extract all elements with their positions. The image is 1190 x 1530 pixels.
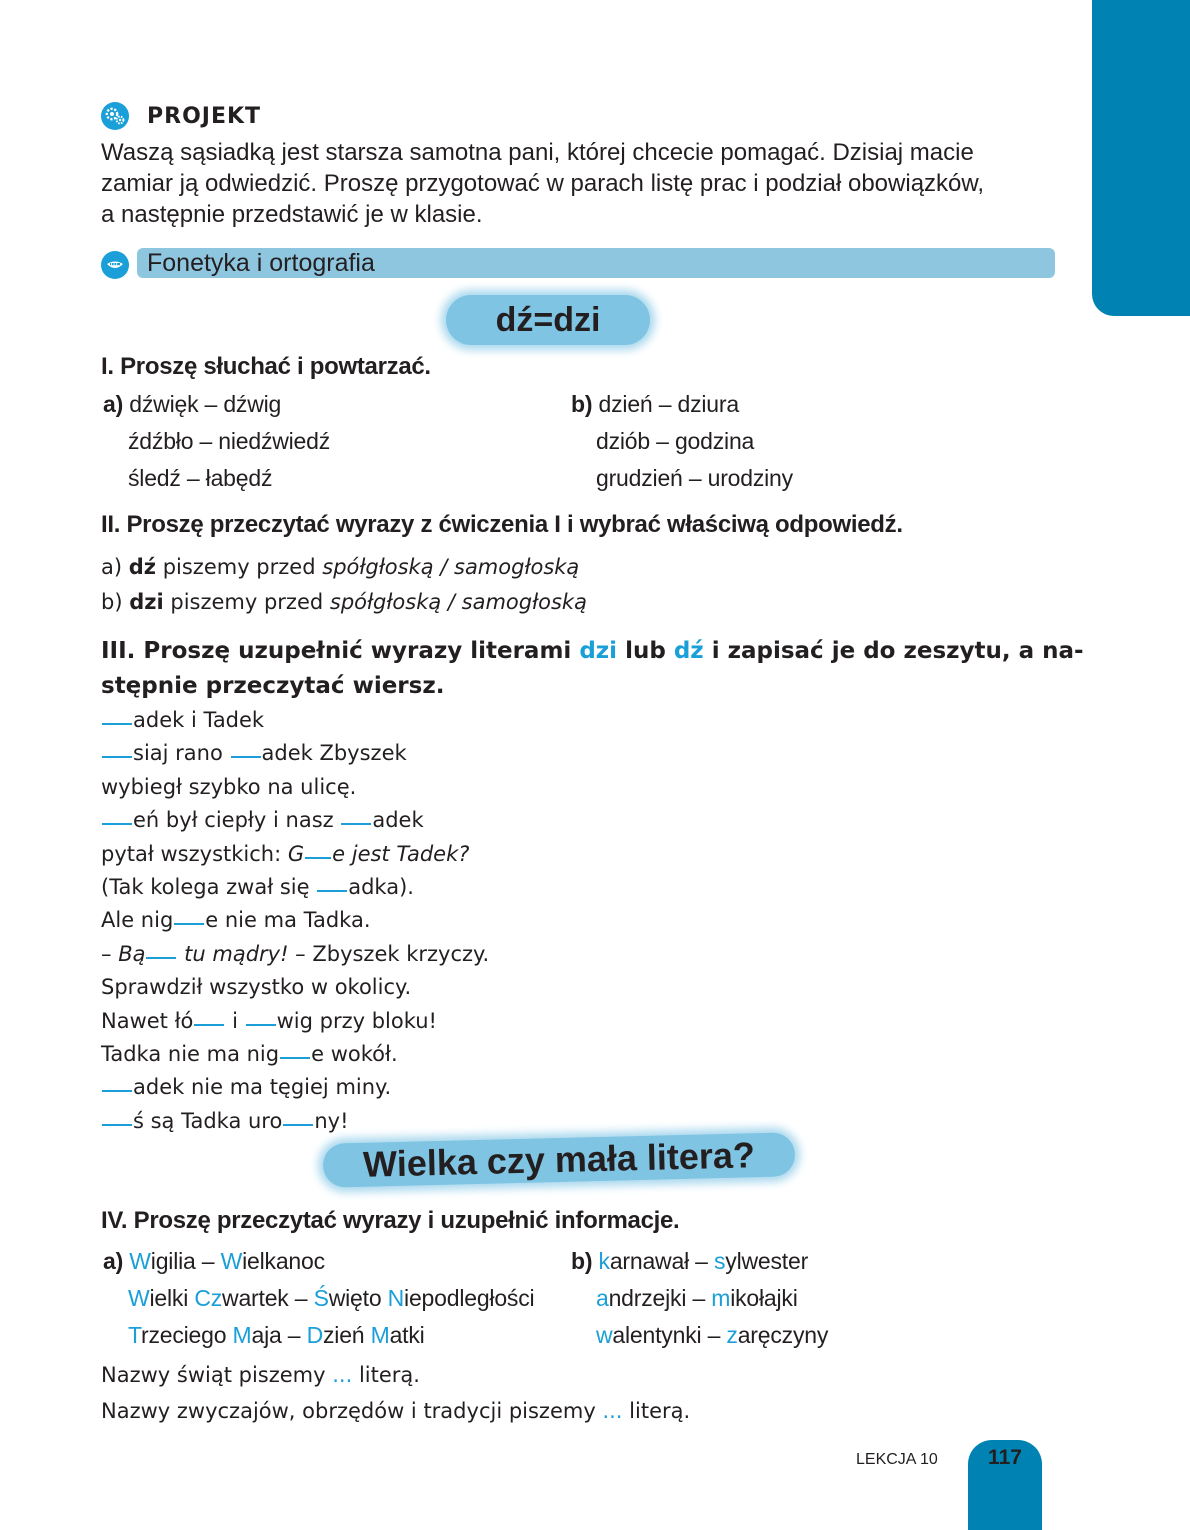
poem-line: [101, 1005, 489, 1038]
word-rest: arnawał: [609, 1248, 689, 1274]
poem-text: adek: [372, 808, 424, 833]
poem: [101, 704, 489, 1138]
section-bar-label: Fonetyka i ortografia: [147, 248, 375, 277]
blank[interactable]: [341, 822, 371, 825]
poem-text: Ale nig: [101, 908, 174, 933]
word-rest: iepodległości: [404, 1285, 535, 1311]
word-rest: zień: [323, 1322, 371, 1348]
initial-letter: W: [220, 1248, 243, 1274]
rule-text: literą.: [629, 1399, 691, 1423]
poem-text: –: [101, 941, 119, 966]
lesson-label: LEKCJA 10: [856, 1451, 938, 1468]
initial-letter: D: [306, 1322, 323, 1348]
initial-letter: s: [713, 1248, 726, 1274]
rule-text: literą.: [358, 1363, 420, 1387]
task3-text: lub: [625, 638, 666, 664]
poem-text: – Zbyszek krzyczy.: [288, 941, 490, 966]
word-rest: aja: [251, 1322, 282, 1348]
marker: a): [101, 555, 123, 579]
marker-b: b): [571, 391, 593, 417]
blank[interactable]: [194, 1023, 224, 1026]
side-tab: [1092, 0, 1190, 316]
poem-line: [101, 804, 489, 837]
section-bar: [137, 248, 1055, 278]
poem-text: Bą: [118, 941, 146, 966]
poem-line: [101, 904, 489, 937]
word-pair: źdźbło – niedźwiedź: [128, 428, 331, 454]
poem-text: ś są Tadka uro: [133, 1108, 283, 1133]
rule-text: piszemy przed: [162, 555, 316, 579]
heading-cloud-litera: [323, 1132, 796, 1188]
projekt-line: a następnie przedstawić je w klasie.: [101, 201, 483, 228]
page-tab: [968, 1440, 1042, 1530]
rule-text: Nazwy zwyczajów, obrzędów i tradycji piszemy: [101, 1399, 596, 1423]
mouth-icon: [101, 251, 129, 279]
word-pair: grudzień – urodziny: [596, 465, 793, 491]
highlight-dzi: dzi: [579, 638, 618, 664]
answer-dots[interactable]: ...: [602, 1399, 623, 1423]
dash: –: [688, 1248, 714, 1274]
word-pair: śledź – łabędź: [128, 465, 273, 491]
poem-text: pytał wszystkich:: [101, 841, 288, 866]
poem-text: ny!: [314, 1108, 349, 1133]
poem-line: [101, 1071, 489, 1104]
poem-text: G: [287, 841, 305, 866]
heading-litera: Wielka czy mała litera?: [362, 1134, 756, 1185]
highlight-dz: dź: [673, 638, 704, 664]
marker: b): [101, 590, 123, 614]
word-pair: [571, 1317, 828, 1354]
word-pair: dzień – dziura: [598, 391, 739, 417]
blank[interactable]: [231, 755, 261, 758]
initial-letter: a: [596, 1285, 609, 1311]
blank[interactable]: [174, 922, 204, 925]
word-rest: wartek: [222, 1285, 289, 1311]
answer-options[interactable]: spółgłoską / samogłoską: [329, 590, 587, 614]
gears-icon: [101, 102, 129, 130]
task2-title: II. Proszę przeczytać wyrazy z ćwiczenia I i wybrać właściwą odpowiedź.: [101, 511, 903, 538]
word-rest: ndrzejki: [608, 1285, 687, 1311]
rule-line: [101, 1399, 690, 1423]
projekt-line: zamiar ją odwiedzić. Proszę przygotować w parach listę prac i podział obowiązków,: [101, 170, 985, 197]
initial-letter: T: [128, 1322, 141, 1348]
poem-line: [101, 871, 489, 904]
task3-text: stępnie przeczytać wiersz.: [101, 673, 445, 699]
dash: –: [288, 1285, 314, 1311]
page-number: 117: [988, 1446, 1022, 1469]
poem-line: [101, 737, 489, 770]
word-pair: [571, 1243, 828, 1280]
poem-text: adka).: [348, 874, 414, 899]
poem-text: e nie ma Tadka.: [205, 908, 371, 933]
projekt-header: [101, 101, 261, 131]
key-letters: dzi: [129, 590, 164, 614]
poem-line: [101, 1105, 489, 1138]
task2-b: [101, 590, 587, 614]
blank[interactable]: [317, 889, 347, 892]
blank[interactable]: [146, 956, 176, 959]
initial-letter: N: [387, 1285, 405, 1311]
blank[interactable]: [102, 755, 132, 758]
blank[interactable]: [280, 1056, 310, 1059]
word-rest: więto: [328, 1285, 388, 1311]
poem-text: siaj rano: [133, 741, 230, 766]
initial-letter: k: [598, 1248, 610, 1274]
word-rest: ylwester: [725, 1248, 809, 1274]
poem-text: Tadka nie ma nig: [101, 1041, 280, 1066]
poem-line: [101, 1038, 489, 1071]
task1-col-a: [103, 386, 330, 497]
dash: –: [195, 1248, 221, 1274]
answer-options[interactable]: spółgłoską / samogłoską: [322, 555, 580, 579]
word-pair: dziób – godzina: [596, 428, 755, 454]
poem-line: [101, 838, 489, 871]
word-rest: atki: [389, 1322, 425, 1348]
key-letters: dź: [128, 555, 157, 579]
initial-letter: m: [711, 1285, 731, 1311]
initial-letter: M: [232, 1322, 252, 1348]
blank[interactable]: [283, 1123, 313, 1126]
task1-title: I. Proszę słuchać i powtarzać.: [101, 353, 431, 380]
blank[interactable]: [102, 722, 132, 725]
rule-text: Nazwy świąt piszemy: [101, 1363, 326, 1387]
dash: –: [701, 1322, 727, 1348]
initial-letter: W: [128, 1285, 150, 1311]
poem-line: [101, 771, 489, 804]
word-rest: ielkanoc: [242, 1248, 325, 1274]
poem-line: [101, 938, 489, 971]
blank[interactable]: [102, 822, 132, 825]
word-rest: ielki: [149, 1285, 195, 1311]
task3-title: [101, 634, 1084, 704]
answer-dots[interactable]: ...: [332, 1363, 353, 1387]
marker-a: a): [103, 391, 124, 417]
task4-col-a: [103, 1243, 534, 1354]
poem-text: (Tak kolega zwał się: [101, 874, 317, 899]
dash: –: [686, 1285, 712, 1311]
dash: –: [281, 1322, 307, 1348]
poem-text: e jest Tadek?: [332, 841, 470, 866]
rule-line: [101, 1363, 420, 1387]
initial-letter: Cz: [194, 1285, 223, 1311]
poem-text: wig przy bloku!: [276, 1008, 437, 1033]
heading-cloud-dz: [446, 295, 650, 345]
poem-text: eń był ciepły i nasz: [133, 808, 341, 833]
projekt-line: Waszą sąsiadką jest starsza samotna pani, której chcecie pomagać. Dzisiaj macie: [101, 139, 974, 166]
task3-text: i zapisać je do zeszytu, a na-: [711, 638, 1084, 664]
poem-text: adek i Tadek: [133, 708, 265, 732]
poem-line: [101, 971, 489, 1004]
initial-letter: z: [726, 1322, 738, 1348]
blank[interactable]: [246, 1023, 276, 1026]
task1-col-b: [571, 386, 793, 497]
marker: a): [103, 1248, 124, 1274]
word-rest: igilia: [150, 1248, 196, 1274]
word-rest: rzeciego: [141, 1322, 233, 1348]
rule-text: piszemy przed: [170, 590, 324, 614]
word-rest: ikołajki: [730, 1285, 798, 1311]
initial-letter: Ś: [313, 1285, 329, 1311]
poem-text: e wokół.: [311, 1041, 398, 1066]
projekt-title: PROJEKT: [147, 103, 262, 129]
task4-title: IV. Proszę przeczytać wyrazy i uzupełnić informacje.: [101, 1207, 680, 1234]
word-pair: dźwięk – dźwig: [129, 391, 282, 417]
poem-text: Sprawdził wszystko w okolicy.: [101, 975, 412, 1000]
poem-text: adek Zbyszek: [261, 741, 407, 766]
heading-dz: dź=dzi: [495, 300, 601, 339]
task3-text: III. Proszę uzupełnić wyrazy literami: [101, 638, 572, 664]
blank[interactable]: [102, 1123, 132, 1126]
initial-letter: M: [370, 1322, 390, 1348]
task4-col-b: [571, 1243, 828, 1354]
poem-line: [101, 704, 489, 737]
poem-text: tu mądry!: [177, 941, 289, 966]
poem-text: wybiegł szybko na ulicę.: [101, 774, 357, 799]
initial-letter: W: [129, 1248, 151, 1274]
blank[interactable]: [102, 1089, 132, 1092]
blank[interactable]: [305, 856, 331, 859]
word-rest: alentynki: [612, 1322, 702, 1348]
poem-text: Nawet łó: [101, 1008, 194, 1033]
word-pair: [103, 1243, 534, 1280]
marker: b): [571, 1248, 593, 1274]
initial-letter: w: [596, 1322, 613, 1348]
word-pair: [571, 1280, 828, 1317]
word-pair: [103, 1317, 534, 1354]
task2-a: [101, 555, 579, 579]
poem-text: adek nie ma tęgiej miny.: [133, 1075, 392, 1100]
word-rest: aręczyny: [737, 1322, 829, 1348]
projekt-text: [101, 137, 1041, 230]
poem-text: i: [225, 1008, 245, 1033]
word-pair: [103, 1280, 534, 1317]
